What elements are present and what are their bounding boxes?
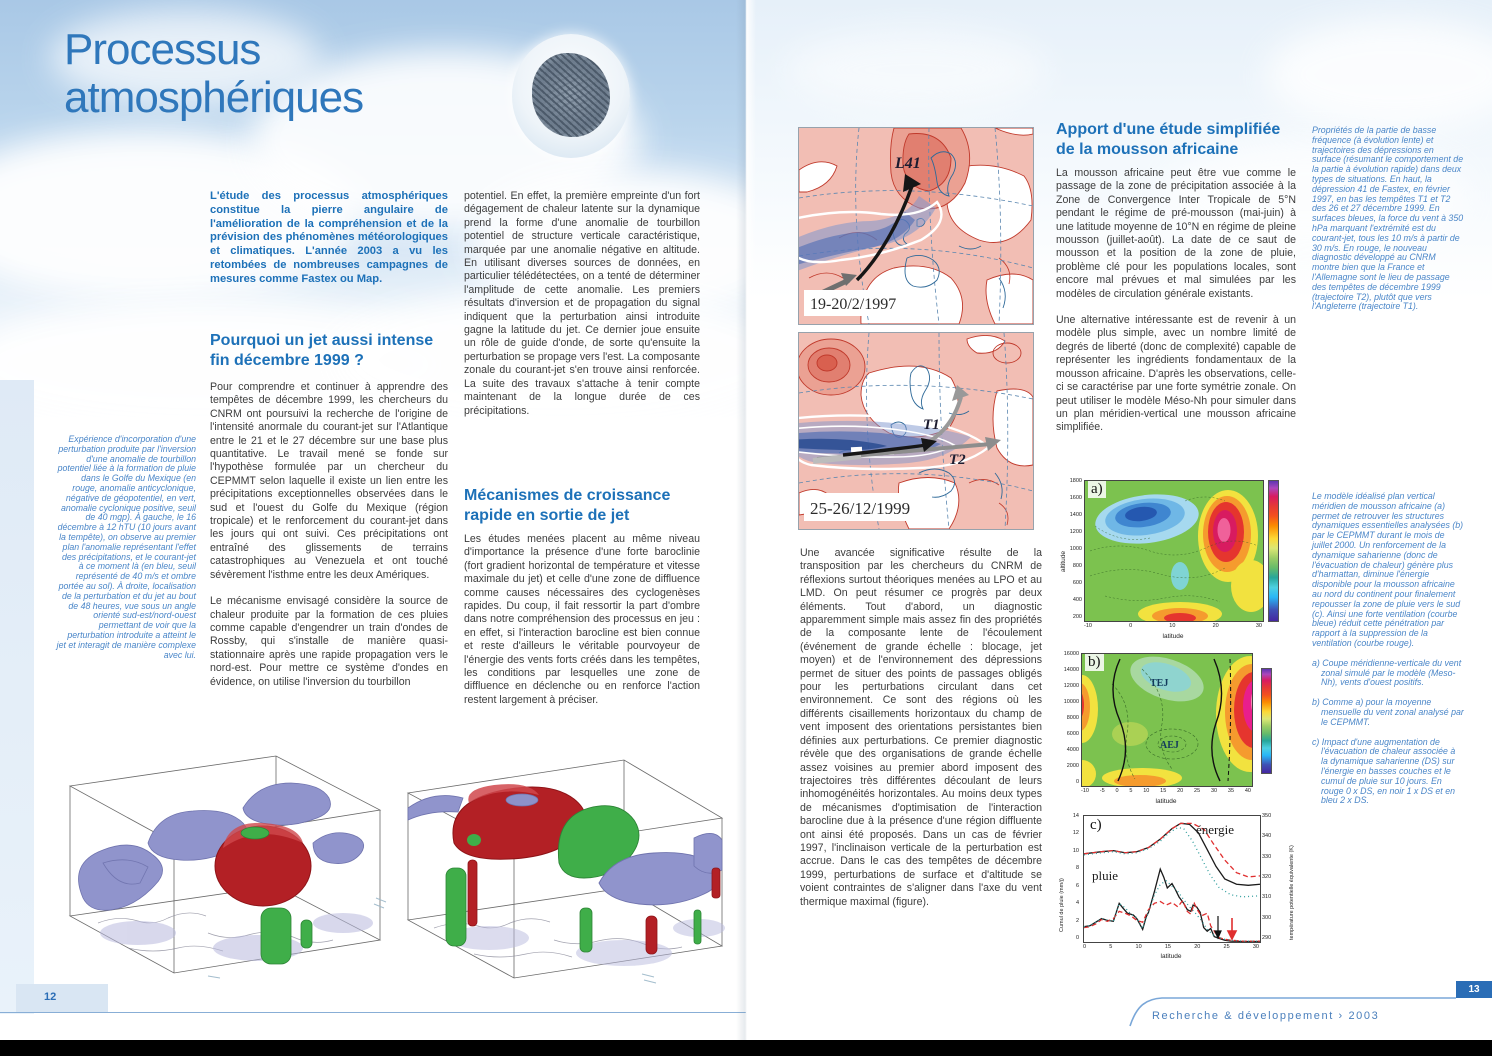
panel-a-plot: [1060, 477, 1296, 647]
caption-item-c: c) Impact d'une augmentation de l'évacuation de chaleur associée à la dynamique saharienne (DS) sur l'énergie en basses couches et le cumul de pluie sur 10 jours. En rouge 0 x DS, en noir 1 x DS et en bleu 2 x DS.: [1312, 736, 1456, 806]
caption-item-a: a) Coupe méridienne-verticale du vent zonal simulé par le modèle (Meso-Nh), vents d'ouest positifs.: [1312, 657, 1462, 688]
panel-b-tej-label: TEJ: [1150, 678, 1169, 689]
vorticity-structure-texture: [532, 53, 610, 137]
map-date-1997: 19-20/2/1997: [810, 296, 897, 313]
section-heading-mousson: Apport d'une étude simplifiée de la mousson africaine: [1056, 121, 1281, 158]
panel-a-xticks: -10 0 10 20 30: [1084, 623, 1262, 629]
panel-a-ylabel: altitude: [1060, 551, 1067, 572]
panel-a-contours: [1085, 481, 1263, 621]
body-paragraph: Une avancée significative résulte de la transposition par les chercheurs du CNRM de réflexions surtout théoriques menées au LPO et au LMD. On peut résumer ce progrès par deux éléments. Tout d'abord, un diagnostic apparemment simple mais assez fin des propriétés de la composante lente de l'écoulement (événement de grande échelle : blocage, jet moyen) et de l'environnement des dépressions permet de situer des points de passages obligés pour les perturbations circulant dans cet environnement. Ce sont des régions où les différents cisaillements horizontaux du champ de vent imposent des orientations persistantes bien définies aux perturbations. Ce premier diagnostic révèle que des organisations de grande échelle assez voisines au premier abord imposent des trajectoires très différentes découlant de leurs inhomogénéités horizontales. Au moins deux types de mécanismes d'optimisation de l'interaction barocline due à la présence d'une région diffluente ont ainsi été proposés. Dans un cas de février 1997, l'inclinaison verticale de la perturbation est accrue. Dans le cas des tempêtes de décembre 1999, perturbations de surface et d'altitude se voient contraintes de s'aligner dans l'axe du vent thermique maximal (figure).: [800, 547, 1042, 908]
map-label-t2: T2: [949, 452, 966, 468]
intro-paragraph: L'étude des processus atmosphériques constitue la pierre angulaire de l'amélioration de la compréhension et de la prévision des phénomènes météorologiques et climatiques. L'année 2003 a vu les retombées de nombreuses campagnes de mesures comme Fastex ou Map.: [210, 190, 448, 285]
footer-text: Recherche & développement › 2003: [1152, 1010, 1380, 1022]
panel-c-plot: [1057, 812, 1296, 967]
panel-c-ylabel-right: température potentielle équivalente (K): [1289, 845, 1295, 940]
body-paragraph: Pour comprendre et continuer à apprendre des tempêtes de décembre 1999, les chercheurs du CNRM ont poursuivi la recherche de l'origine de l'intensité anormale du courant-jet sur l'Atlantique entre le 21 et le 27 décembre sur une base plus quantitative. Le travail mené se fonde sur l'hypothèse formulée par un chercheur du CEPMMT selon laquelle il existe un lien entre les précipitations exceptionnelles observées dans le sud et l'ouest du Golfe du Mexique (région tropicale) et le renforcement du courant-jet dans les jours qui ont suivi. Ces précipitations ont entraîné des glissements de terrains catastrophiques au Venezuela et ont touché sévèrement l'isthme entre les deux Amériques.: [210, 381, 448, 581]
panel-b-colorbar: [1261, 668, 1272, 774]
section-heading-mecanismes: Mécanismes de croissance rapide en sortie de jet: [464, 487, 671, 524]
spread-bottom-edge: [0, 1040, 1492, 1056]
map-label-t1: T1: [923, 417, 940, 433]
panel-c-pluie-label: pluie: [1092, 868, 1118, 883]
panel-c-xticks: 0 5 10 15 20 25 30: [1083, 944, 1259, 950]
map-figure-tempetes-1999: [798, 332, 1034, 530]
map-figure-fastex-1997: [798, 127, 1034, 325]
body-paragraph: potentiel. En effet, la première empreinte d'un fort dégagement de chaleur latente sur la dynamique prend la forme d'une anomalie de tourbillon potentiel de structure verticale caractéristique, marquée par une anomalie négative en altitude. En utilisant diverses sources de données, en particulier télédétectées, on a tenté de déterminer l'amplitude de cette anomalie. Les premiers résultats d'inversion et de propagation du signal indiquent que la perturbation ainsi introduite gagne la latitude du jet. Ce dernier joue ensuite un rôle de guide d'onde, de sorte qu'ensuite la perturbation se propage vers l'est. La composante zonale du courant-jet s'en trouve ainsi renforcée. La suite des travaux s'attache à tenir compte maintenant de la longue durée de ces précipitations.: [464, 190, 700, 417]
left-column-1: [210, 381, 448, 689]
page-number-left: 12: [44, 991, 57, 1003]
figure-caption-maps: Propriétés de la partie de basse fréquence (à évolution lente) et trajectoires des dépressions en surface (résumant le comportement de la partie à évolution rapide) dans deux types de situations. En haut, la dépression 41 de Fastex, en février 1997, en bas les tempêtes T1 et T2 des 26 et 27 décembre 1999. En surfaces bleues, la force du vent à 350 hPa marquant l'extrémité est du courant-jet, tous les 10 m/s à partir de 30 m/s. En rouge, le nouveau diagnostic développé au CNRM montre bien que la France et l'Allemagne sont le lieu de passage des tempêtes de décembre 1999 (trajectoire T2), plutôt que vers l'Angleterre (trajectoire T1).: [1312, 125, 1464, 312]
figure-3d-perturbation-right: [394, 748, 732, 986]
panel-b-contours: [1082, 654, 1252, 786]
vorticity-structure-photo: [512, 34, 630, 158]
figure-caption-panels: [1312, 492, 1464, 806]
panel-b-tag: b): [1085, 654, 1104, 671]
figure-3d-left-art: [58, 748, 390, 986]
panel-b-yticks: 16000 14000 12000 10000 8000 6000 4000 2000 0: [1063, 651, 1079, 785]
page-title-line2: atmosphériques: [64, 73, 364, 122]
body-paragraph: Les études menées placent au même niveau d'importance la présence d'une forte baroclinie (fort gradient horizontal de température et vitesse maximale du jet) et celle d'une zone de diffluence comme causes nécessaires des cyclogenèses rapides. Du coup, il fait ressortir la part d'ombre dans notre compréhension des processus en jeu : en effet, si l'interaction barocline est bien connue et reste d'ailleurs le véritable pourvoyeur de l'énergie des vents forts créés dans les tempêtes, les conditions par lesquelles une zone de diffluence en déclenche ou en renforce l'action restent largement à préciser.: [464, 533, 700, 706]
map-label-l41: L41: [895, 155, 921, 172]
map-1999-art: [799, 333, 1033, 529]
right-column-1: [800, 547, 1042, 909]
figure-3d-right-art: [394, 748, 732, 986]
panel-c-yticks-right: 350 340 330 320 310 300 290: [1262, 813, 1272, 941]
panel-c-ylabel-left: Cumul de pluie (mm/j): [1059, 878, 1065, 932]
body-paragraph: La mousson africaine peut être vue comme le passage de la zone de précipitation associée à la Zone de Convergence Inter Tropicale de 5°N pendant le régime de pré-mousson (mai-juin) à une latitude moyenne de 10°N en régime de pleine mousson (juillet-août). La date de ce saut de mousson et la position de la zone de pluie, problème clé pour les populations locales, sont encore mal prévues et mal simulées par les modèles de circulation générale existants.: [1056, 167, 1296, 300]
body-paragraph: Une alternative intéressante est de revenir à un modèle plus simple, avec un nombre limité de degrés de liberté (donc de complexité) capable de représenter les ingrédients fondamentaux de la mousson africaine. D'après les observations, celle-ci se caractérise par une forte symétrie zonale. On peut utiliser le modèle Méso-Nh pour simuler dans un plan méridien-vertical une mousson africaine simplifiée.: [1056, 314, 1296, 434]
map-1997-art: [799, 128, 1033, 324]
page-number-right: 13: [1456, 981, 1492, 998]
page-title: [64, 26, 363, 122]
page-title-line1: Processus: [64, 25, 261, 74]
panel-c-yticks-left: 14 12 10 8 6 4 2 0: [1072, 813, 1079, 941]
left-column-2-top: [464, 190, 700, 418]
body-paragraph: Le mécanisme envisagé considère la source de chaleur produite par la formation de ces pluies comme capable d'engendrer un train d'ondes de Rossby, qui s'installe de manière quasi-stationnaire après une rapide propagation vers le nord-est. Pour mettre ce système d'ondes en évidence, on utilise l'inversion du tourbillon: [210, 595, 448, 688]
caption-item-b: b) Comme a) pour la moyenne mensuelle du vent zonal analysé par le CEPMMT.: [1312, 697, 1464, 727]
panel-b-aej-label: AEJ: [1160, 740, 1179, 751]
panel-c-tag: c): [1087, 817, 1105, 834]
map-date-1999: 25-26/12/1999: [810, 499, 911, 518]
panel-c-xlabel: latitude: [1160, 953, 1182, 960]
figure-caption-left-margin: Expérience d'incorporation d'une perturbation produite par l'inversion d'une anomalie de tourbillon potentiel liée à la formation de pluie dans le Golfe du Mexique (en rouge, anomalie anticyclonique, négative de géopotentiel, en vert, anomalie cyclonique positive, seuil de 40 mgp). À gauche, le 16 décembre à 12 hTU (10 jours avant la tempête), on observe au premier plan l'anomalie représentant l'effet des précipitations, et le courant-jet à ce moment là (en bleu, seuil représenté de 40 m/s et ombre portée au sol). À droite, localisation de la perturbation et du jet au bout de 48 heures, vue sous un angle orienté sud-est/nord-ouest permettant de voir que la perturbation introduite a atteint le jet et interagit de manière complexe avec lui.: [56, 434, 196, 660]
section-heading-jet: Pourquoi un jet aussi intense fin décembre 1999 ?: [210, 332, 434, 369]
right-column-2: [1056, 167, 1296, 435]
panel-a-colorbar: [1268, 480, 1279, 622]
footer-rule-art: [1122, 978, 1492, 1038]
panel-b-plot: [1055, 650, 1296, 813]
left-column-2-bottom: [464, 533, 700, 707]
page-gutter: [736, 0, 756, 1040]
figure-3d-perturbation-left: [58, 748, 390, 986]
left-page-edge-tint: [0, 380, 34, 1014]
panel-b-xlabel: latitude: [1155, 798, 1177, 805]
panel-c-energie-label: énergie: [1196, 822, 1235, 837]
panel-a-xlabel: latitude: [1162, 633, 1184, 640]
page-number-strip: [16, 984, 108, 1012]
panel-b-xticks: -10 -5 0 5 10 15 20 25 30 35 40: [1081, 788, 1251, 794]
panel-a-tag: a): [1088, 481, 1106, 498]
caption-lead: Le modèle idéalisé plan vertical méridien de mousson africaine (a) permet de retrouver les structures dynamiques essentielles analysées (b) par le CEPMMT durant le mois de juillet 2000. Un renforcement de la dynamique saharienne (donc de l'évacuation de chaleur) génère plus d'harmattan, diminue l'énergie disponible pour la mousson africaine au nord du continent pour finalement repousser la zone de pluie vers le sud (c). Ainsi une forte ventilation (courbe bleue) réduit cette pénétration par rapport à la suppression de la ventilation (courbe rouge).: [1312, 491, 1464, 648]
left-page-footer-rule: [0, 1012, 746, 1013]
panel-a-yticks: 1800 1600 1400 1200 1000 800 600 400 200: [1069, 478, 1082, 620]
